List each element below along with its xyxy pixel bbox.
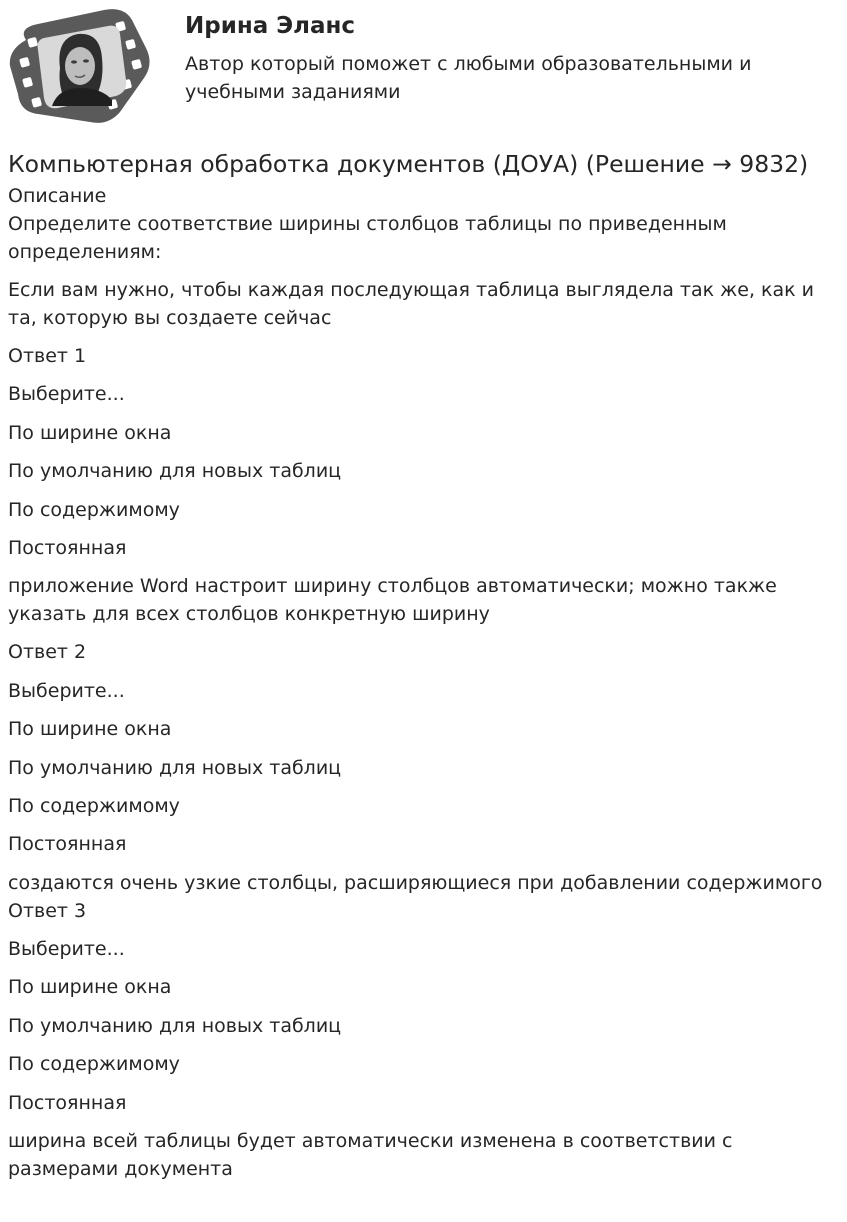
answer-1-option[interactable]: По содержимому [8,498,180,521]
answer-2-option[interactable]: По ширине окна [8,718,172,741]
answer-select-2-placeholder[interactable]: Выберите... [8,679,125,702]
answer-label-2: Ответ 2 [8,641,87,664]
answer-3-option[interactable]: По содержимому [8,1053,180,1076]
answer-2-option[interactable]: По умолчанию для новых таблиц [8,756,342,779]
task-prompt: Определите соответствие ширины столбцов таблицы по приведенным определениям: [8,213,727,263]
answer-label-1: Ответ 1 [8,345,87,367]
answer-1-option[interactable]: По ширине окна [8,421,172,444]
answer-3-option[interactable]: По ширине окна [8,976,172,999]
answer-3-option[interactable]: По умолчанию для новых таблиц [8,1014,342,1037]
answer-2-option[interactable]: Постоянная [8,833,127,856]
document-title: Компьютерная обработка документов (ДОУА) (Решение → 9832) [8,150,809,178]
definition-1: Если вам нужно, чтобы каждая последующая таблица выглядела так же, как и та, которую вы создаете сейчас [8,279,815,329]
answer-select-3-placeholder[interactable]: Выберите... [8,938,125,961]
answer-select-1-placeholder[interactable]: Выберите... [8,383,125,406]
author-name: Ирина Эланс [185,13,356,39]
definition-3: создаются очень узкие столбцы, расширяющиеся при добавлении содержимого [8,871,823,894]
answer-3-option[interactable]: Постоянная [8,1091,127,1114]
answer-label-3: Ответ 3 [8,899,87,922]
definition-2: приложение Word настроит ширину столбцов автоматически; можно также указать для всех столбцов конкретную ширину [8,575,777,626]
author-avatar [8,8,150,126]
author-header [0,0,847,140]
definition-4: ширина всей таблицы будет автоматически изменена в соответствии с размерами документа [8,1130,733,1181]
description-label: Описание [8,185,107,207]
author-description: Автор который поможет с любыми образовательными и учебными заданиями [185,53,752,103]
answer-1-option[interactable]: По умолчанию для новых таблиц [8,460,342,483]
document-content [8,146,838,1193]
answer-2-option[interactable]: По содержимому [8,794,180,817]
answer-1-option[interactable]: Постоянная [8,536,127,559]
